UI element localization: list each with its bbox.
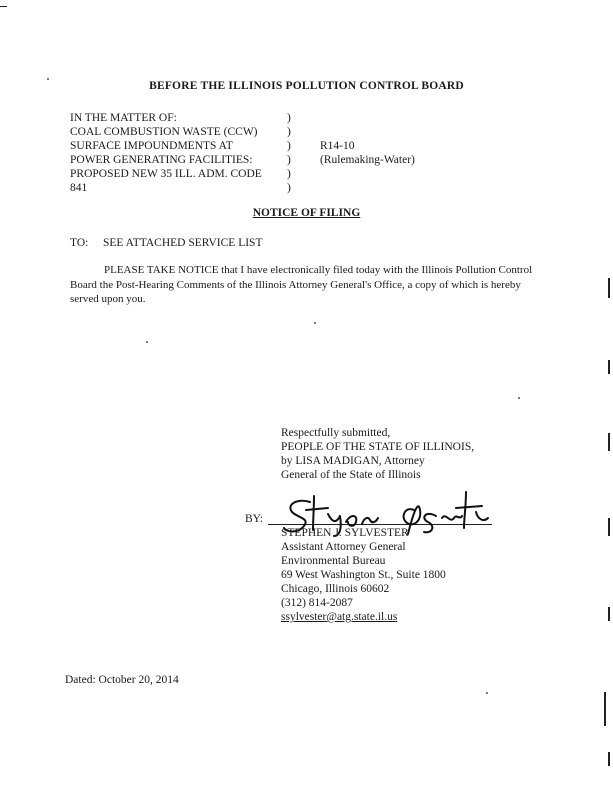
caption-line: POWER GENERATING FACILITIES: <box>70 154 253 166</box>
by-label: BY: <box>245 513 264 525</box>
caption-line: COAL COMBUSTION WASTE (CCW) <box>70 126 258 138</box>
caption-parenthesis: ) <box>287 154 291 166</box>
caption-parenthesis: ) <box>287 126 291 138</box>
margin-mark <box>608 607 610 621</box>
caption-parenthesis: ) <box>287 168 291 180</box>
date-line: Dated: October 20, 2014 <box>65 674 179 686</box>
margin-mark <box>604 692 606 726</box>
scan-speck <box>518 397 520 399</box>
caption-line: SURFACE IMPOUNDMENTS AT <box>70 140 233 152</box>
caption-parenthesis: ) <box>287 182 291 194</box>
caption-line: PROPOSED NEW 35 ILL. ADM. CODE <box>70 168 262 180</box>
to-recipient: SEE ATTACHED SERVICE LIST <box>103 237 263 249</box>
document-heading: BEFORE THE ILLINOIS POLLUTION CONTROL BOARD <box>149 80 464 92</box>
caption-line: IN THE MATTER OF: <box>70 112 177 124</box>
scan-speck <box>486 692 488 694</box>
docket-type: (Rulemaking-Water) <box>320 154 415 166</box>
party-line: General of the State of Illinois <box>281 469 421 481</box>
caption-line: 841 <box>70 182 88 194</box>
margin-mark <box>608 433 610 451</box>
scan-speck <box>314 322 316 324</box>
signer-line: Environmental Bureau <box>281 555 386 567</box>
notice-title-text: NOTICE OF FILING <box>252 207 361 219</box>
margin-mark <box>608 518 610 536</box>
notice-body: PLEASE TAKE NOTICE that I have electronically filed today with the Illinois Pollution Control Board the Post-Hearing Comments of the Illinois Attorney General's Office, a copy of which is hereby served upon you. <box>70 264 533 305</box>
caption-parenthesis: ) <box>287 140 291 152</box>
notice-title <box>0 207 613 219</box>
corner-mark <box>0 6 7 7</box>
party-line: by LISA MADIGAN, Attorney <box>281 455 425 467</box>
margin-mark <box>608 360 610 374</box>
caption-parenthesis: ) <box>287 112 291 124</box>
signer-phone: (312) 814-2087 <box>281 597 353 609</box>
margin-mark <box>608 278 610 298</box>
margin-mark <box>608 752 610 766</box>
to-label: TO: <box>70 237 89 249</box>
signer-line: Chicago, Illinois 60602 <box>281 583 390 595</box>
docket-number: R14-10 <box>320 140 355 152</box>
signer-line: 69 West Washington St., Suite 1800 <box>281 569 446 581</box>
signer-line: Assistant Attorney General <box>281 541 406 553</box>
signer-email-link[interactable]: ssylvester@atg.state.il.us <box>281 611 398 623</box>
closing: Respectfully submitted, <box>281 427 391 439</box>
scan-speck <box>146 341 148 343</box>
party-line: PEOPLE OF THE STATE OF ILLINOIS, <box>281 441 475 453</box>
signer-name: STEPHEN J. SYLVESTER <box>281 527 409 539</box>
